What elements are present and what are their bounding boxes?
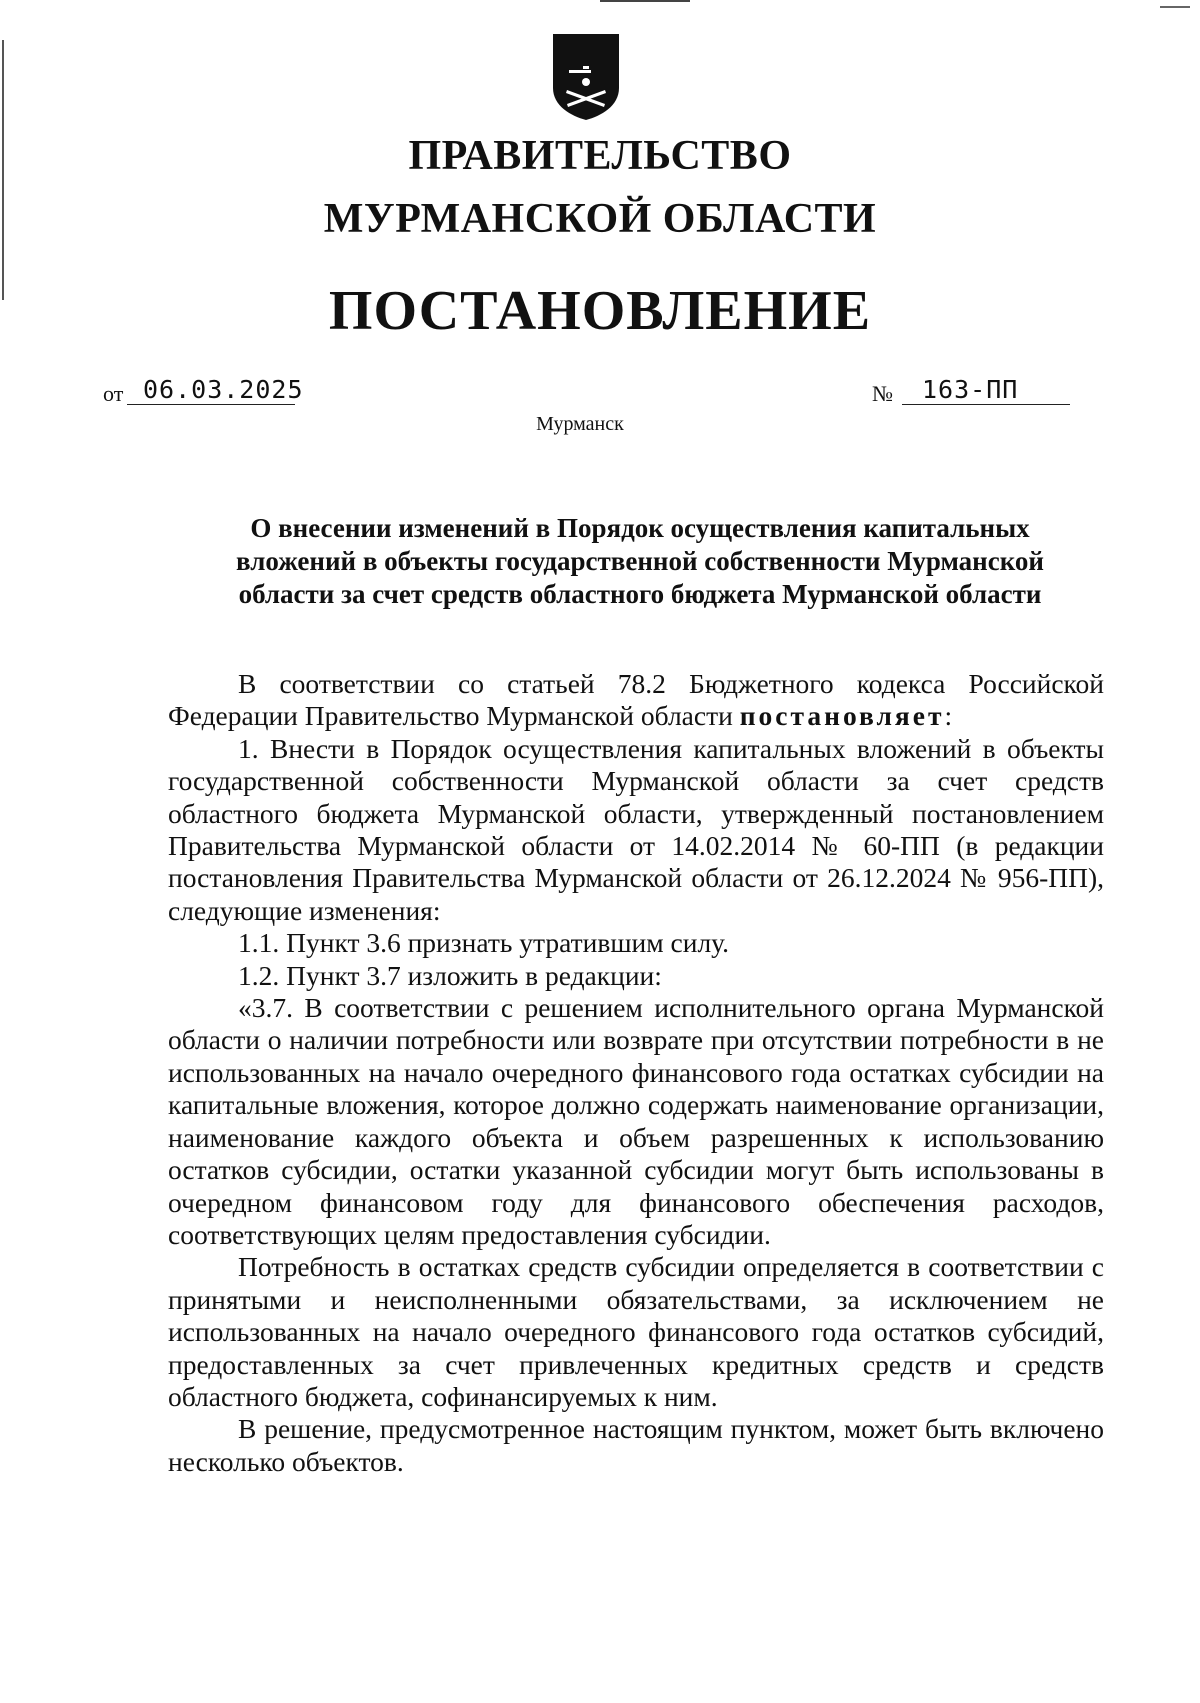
city-name: Мурманск xyxy=(536,413,624,435)
decree-word: постановляет xyxy=(739,700,945,732)
date-label: от xyxy=(103,381,124,406)
document-body xyxy=(168,668,1104,1478)
number-underline xyxy=(902,404,1070,405)
number-label: № xyxy=(872,381,893,406)
date-underline xyxy=(127,404,295,405)
paragraph-quote-3-7: «3.7. В соответствии с решением исполнительного органа Мурманской области о наличии потребности или возврате при отсутствии потребности в не использованных на начало очередного финансового года остатках субсидии на капитальные вложения, которое должно содержать наименование организации, наименование каждого объекта и объем разрешенных к использованию остатков субсидии, остатки указанной субсидии могут быть использованы в очередном финансовом году для финансового обеспечения расходов, соответствующих целям предоставления субсидии. xyxy=(168,992,1104,1250)
paragraph-item-1-1: 1.1. Пункт 3.6 признать утратившим силу. xyxy=(238,927,730,959)
paragraph-item-1: 1. Внести в Порядок осуществления капитальных вложений в объекты государственной собственности Мурманской области за счет средств областного бюджета Мурманской области, утвержденный постановлением Правительства Мурманской области от 14.02.2014 № 60-ПП (в редакции постановления Правительства Мурманской области от 26.12.2024 № 956-ПП), следующие изменения: xyxy=(168,732,1104,926)
document-title: О внесении изменений в Порядок осуществления капитальных вложений в объекты государственной собственности Мурманской области за счет средств областного бюджета Мурманской области xyxy=(236,513,1044,609)
intro-paragraph xyxy=(168,668,1104,733)
scan-edge-mark-top xyxy=(600,0,690,2)
scan-edge-mark-top-right xyxy=(1160,6,1190,8)
paragraph-item-1-2: 1.2. Пункт 3.7 изложить в редакции: xyxy=(238,959,662,991)
paragraph-need-definition: Потребность в остатках средств субсидии определяется в соответствии с принятыми и неисполненными обязательствами, за исключением не использованных на начало очередного финансового года остатков субсидий, предоставленных за счет привлеченных кредитных средств и средств областного бюджета, софинансируемых к ним. xyxy=(168,1251,1104,1412)
number-value: 163-ПП xyxy=(922,375,1019,404)
intro-text: В соответствии со статьей 78.2 Бюджетного кодекса Российской Федерации Правительство Мурманской области xyxy=(168,668,1104,732)
document-type: ПОСТАНОВЛЕНИЕ xyxy=(328,280,872,342)
intro-colon: : xyxy=(944,700,953,732)
organization-name-line2: МУРМАНСКОЙ ОБЛАСТИ xyxy=(323,196,877,242)
organization-name-line1: ПРАВИТЕЛЬСТВО xyxy=(408,133,792,179)
coat-of-arms-emblem xyxy=(549,30,623,122)
paragraph-multiple-objects: В решение, предусмотренное настоящим пунктом, может быть включено несколько объектов. xyxy=(168,1413,1104,1477)
date-value: 06.03.2025 xyxy=(143,375,304,404)
